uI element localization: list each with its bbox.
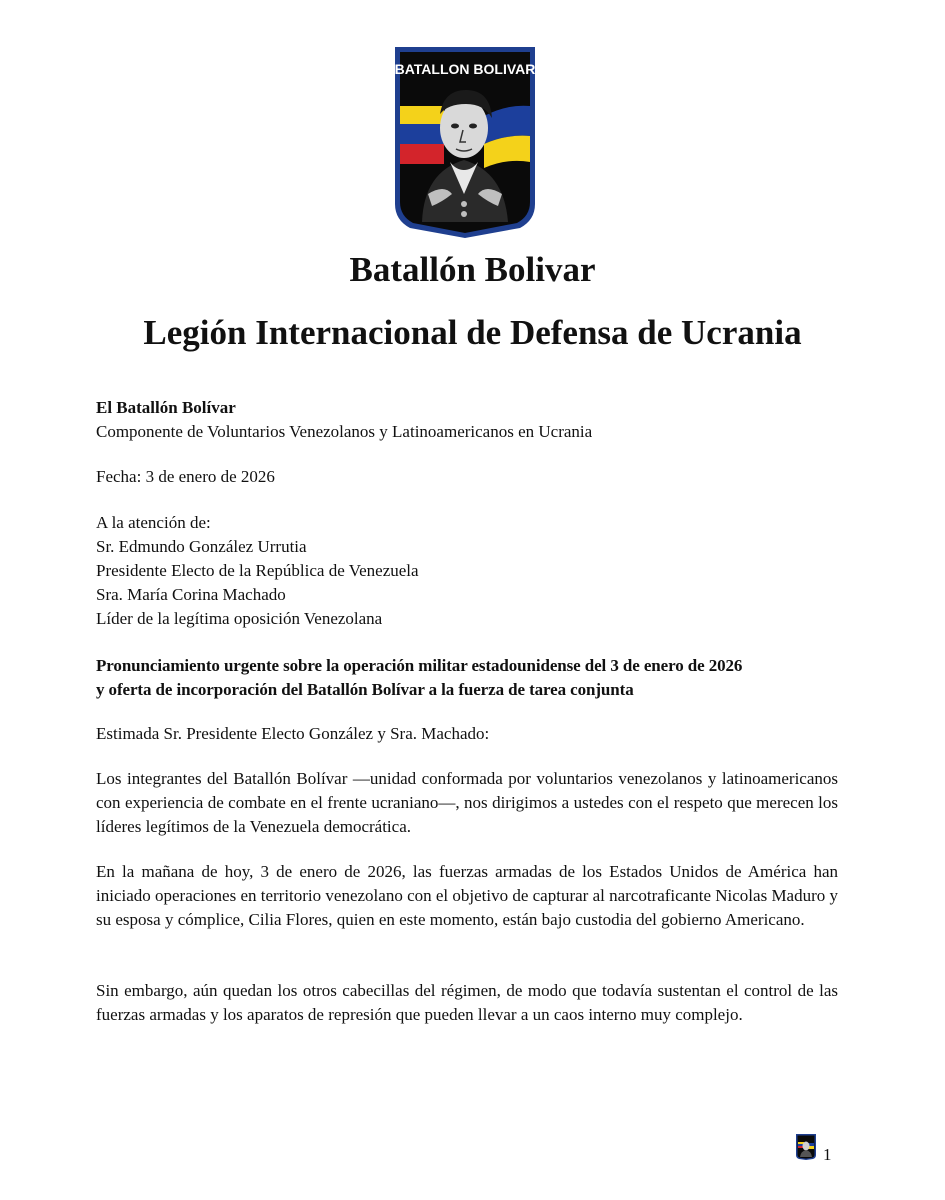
- batallon-bolivar-logo: [392, 44, 538, 240]
- salutation: Estimada Sr. Presidente Electo González y Sra. Machado:: [96, 724, 490, 743]
- sender-name: El Batallón Bolívar: [96, 398, 236, 417]
- letter-date: Fecha: 3 de enero de 2026: [96, 467, 275, 486]
- sender-block: [96, 396, 838, 444]
- page-number: 1: [823, 1145, 832, 1164]
- sender-description: Componente de Voluntarios Venezolanos y Latinoamericanos en Ucrania: [96, 422, 593, 441]
- subject-line-2: y oferta de incorporación del Batallón Bolívar a la fuerza de tarea conjunta: [96, 680, 634, 699]
- footer-logo-icon: [795, 1133, 817, 1161]
- recipient-line: Sra. María Corina Machado: [96, 585, 286, 604]
- logo-text: BATALLON BOLIVAR: [394, 61, 536, 77]
- paragraph-1: Los integrantes del Batallón Bolívar —unidad conformada por voluntarios venezolanos y latinoamericanos con experiencia de combate en el frente ucraniano—, nos dirigimos a ustedes con el respeto que merecen los líderes legítimos de la Venezuela democrática.: [96, 769, 838, 836]
- date-block: [96, 465, 838, 489]
- recipient-line: Sr. Edmundo González Urrutia: [96, 537, 307, 556]
- document-subtitle: Legión Internacional de Defensa de Ucrania: [143, 313, 802, 352]
- paragraph-3: Sin embargo, aún quedan los otros cabecillas del régimen, de modo que todavía sustentan el control de las fuerzas armadas y los aparatos de represión que pueden llevar a un caos interno muy complejo.: [96, 981, 838, 1024]
- recipients-intro: A la atención de:: [96, 513, 211, 532]
- document-title: Batallón Bolivar: [349, 250, 596, 289]
- subject-block: [96, 654, 838, 702]
- recipients-block: [96, 511, 838, 631]
- salutation-block: [96, 722, 838, 746]
- subject-line-1: Pronunciamiento urgente sobre la operación militar estadounidense del 3 de enero de 2026: [96, 656, 743, 675]
- recipient-line: Líder de la legítima oposición Venezolana: [96, 609, 383, 628]
- paragraph-2: En la mañana de hoy, 3 de enero de 2026, las fuerzas armadas de los Estados Unidos de América han iniciado operaciones en territorio venezolano con el objetivo de capturar al narcotraficante Nicolas Maduro y su esposa y cómplice, Cilia Flores, quien en este momento, están bajo custodia del gobierno Americano.: [96, 862, 839, 929]
- recipient-line: Presidente Electo de la República de Venezuela: [96, 561, 419, 580]
